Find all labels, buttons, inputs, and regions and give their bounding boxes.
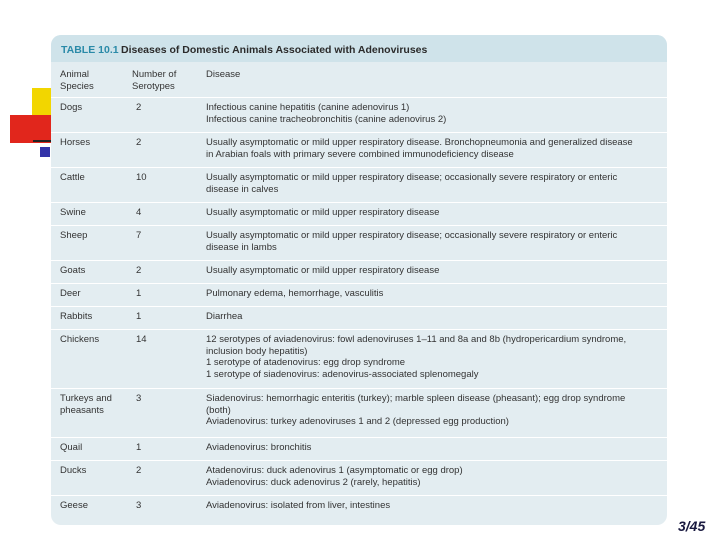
disease-line: disease in calves [206, 183, 279, 195]
species-line: Geese [60, 500, 88, 511]
cell-disease [206, 288, 661, 300]
disease-line: Usually asymptomatic or mild upper respiratory disease [206, 207, 440, 218]
cell-animal-species [60, 207, 128, 219]
table-row [51, 389, 667, 438]
table-body [51, 98, 667, 525]
table-panel [51, 35, 667, 525]
table-row [51, 133, 667, 168]
disease-line: Pulmonary edema, hemorrhage, vasculitis [206, 288, 384, 299]
cell-disease [206, 500, 661, 512]
cell-disease [206, 207, 661, 219]
disease-line: Infectious canine hepatitis (canine adenovirus 1) [206, 102, 410, 113]
cell-animal-species [60, 442, 128, 454]
table-row [51, 461, 667, 496]
table-header-row [51, 63, 667, 98]
disease-line: Infectious canine tracheobronchitis (canine adenovirus 2) [206, 113, 447, 125]
table-row [51, 496, 667, 525]
disease-line: Aviadenovirus: isolated from liver, intestines [206, 500, 391, 511]
table-row [51, 307, 667, 330]
disease-line: 12 serotypes of aviadenovirus: fowl adenoviruses 1–11 and 8a and 8b (hydropericardium syndrome, [206, 334, 627, 345]
species-line: Goats [60, 265, 86, 276]
cell-disease [206, 442, 661, 454]
species-line: Quail [60, 442, 83, 453]
cell-animal-species [60, 465, 128, 477]
cell-serotypes: 1 [136, 442, 142, 453]
header-disease: Disease [206, 69, 241, 80]
cell-serotypes: 14 [136, 334, 147, 345]
table-title-bar [51, 35, 667, 62]
cell-animal-species [60, 288, 128, 300]
table-row [51, 284, 667, 307]
table-row [51, 226, 667, 261]
cell-serotypes: 1 [136, 311, 142, 322]
table-row [51, 261, 667, 284]
cell-serotypes: 3 [136, 500, 142, 511]
species-line: Cattle [60, 172, 85, 183]
species-line: Ducks [60, 465, 87, 476]
species-line: Deer [60, 288, 81, 299]
disease-line: Aviadenovirus: turkey adenoviruses 1 and 2 (depressed egg production) [206, 416, 509, 428]
disease-line: in Arabian foals with primary severe combined immunodeficiency disease [206, 148, 514, 160]
species-line: Rabbits [60, 311, 93, 322]
cell-disease [206, 265, 661, 277]
cell-animal-species [60, 265, 128, 277]
cell-serotypes: 3 [136, 393, 142, 404]
cell-serotypes: 2 [136, 265, 142, 276]
header-animal-species: Animal Species [60, 69, 94, 92]
cell-serotypes: 1 [136, 288, 142, 299]
cell-animal-species [60, 393, 128, 416]
cell-animal-species [60, 102, 128, 114]
species-line: Horses [60, 137, 91, 148]
page-number: 3/45 [678, 518, 706, 534]
disease-line: Siadenovirus: hemorrhagic enteritis (turkey); marble spleen disease (pheasant); egg drop syndrome [206, 393, 626, 404]
disease-line: (both) [206, 404, 231, 416]
cell-disease [206, 137, 661, 160]
species-line: Sheep [60, 230, 88, 241]
cell-disease [206, 230, 661, 253]
cell-serotypes: 2 [136, 102, 142, 113]
cell-disease [206, 334, 661, 380]
cell-serotypes: 4 [136, 207, 142, 218]
disease-line: disease in lambs [206, 241, 277, 253]
species-line: Swine [60, 207, 86, 218]
cell-animal-species [60, 230, 128, 242]
cell-animal-species [60, 500, 128, 512]
cell-animal-species [60, 137, 128, 149]
disease-line: Aviadenovirus: bronchitis [206, 442, 312, 453]
cell-disease [206, 465, 661, 488]
species-line: pheasants [60, 404, 104, 416]
table-label: TABLE 10.1 [61, 44, 119, 56]
disease-line: Atadenovirus: duck adenovirus 1 (asymptomatic or egg drop) [206, 465, 463, 476]
table-row [51, 438, 667, 461]
disease-line: Usually asymptomatic or mild upper respiratory disease [206, 265, 440, 276]
disease-line: Usually asymptomatic or mild upper respiratory disease; occasionally severe respiratory or enteric [206, 172, 618, 183]
cell-serotypes: 7 [136, 230, 142, 241]
decorative-blue-square [40, 147, 50, 157]
cell-serotypes: 2 [136, 137, 142, 148]
disease-line: 1 serotype of atadenovirus: egg drop syndrome [206, 357, 406, 369]
disease-line: Aviadenovirus: duck adenovirus 2 (rarely, hepatitis) [206, 476, 421, 488]
table-title: Diseases of Domestic Animals Associated with Adenoviruses [121, 44, 428, 56]
cell-disease [206, 172, 661, 195]
disease-line: Usually asymptomatic or mild upper respiratory disease; occasionally severe respiratory or enteric [206, 230, 618, 241]
cell-animal-species [60, 311, 128, 323]
species-line: Dogs [60, 102, 83, 113]
cell-disease [206, 311, 661, 323]
cell-serotypes: 10 [136, 172, 147, 183]
table-row [51, 330, 667, 389]
disease-line: Usually asymptomatic or mild upper respiratory disease. Bronchopneumonia and generalized disease [206, 137, 633, 148]
cell-animal-species [60, 334, 128, 346]
table-row [51, 98, 667, 133]
cell-disease [206, 102, 661, 125]
disease-line: 1 serotype of siadenovirus: adenovirus-associated splenomegaly [206, 368, 479, 380]
cell-disease [206, 393, 661, 428]
table-row [51, 168, 667, 203]
disease-line: Diarrhea [206, 311, 243, 322]
cell-serotypes: 2 [136, 465, 142, 476]
header-number-of-serotypes: Number of Serotypes [132, 69, 177, 92]
disease-line: inclusion body hepatitis) [206, 345, 308, 357]
table-row [51, 203, 667, 226]
cell-animal-species [60, 172, 128, 184]
species-line: Chickens [60, 334, 100, 345]
species-line: Turkeys and [60, 393, 112, 404]
